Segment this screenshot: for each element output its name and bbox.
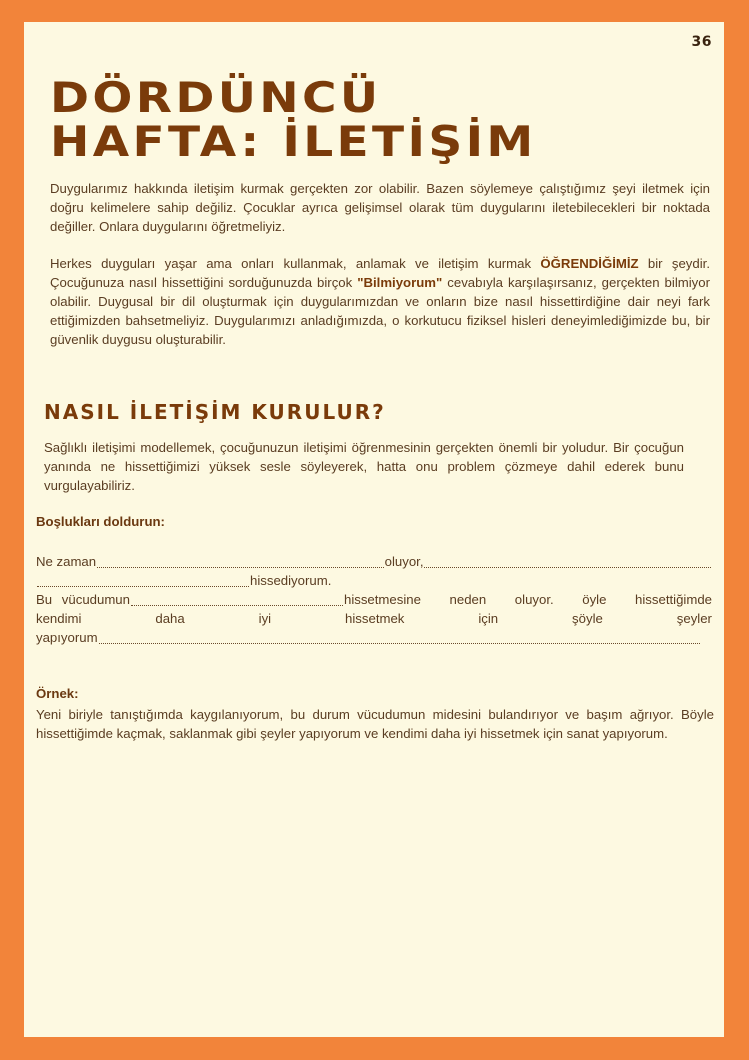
fill-line-4-word-6: şöyle — [572, 611, 603, 626]
fill-line-4 — [36, 609, 712, 628]
example-text: Yeni biriyle tanıştığımda kaygılanıyorum, bu durum vücudumun midesini bulandırıyor ve başım ağrıyor. Böyle hissettiğimde kaçmak, saklanmak gibi şeyler yapıyorum ve kendimi daha iyi hissetmek için sanat yapıyorum. — [36, 707, 714, 741]
example-label: Örnek: — [36, 686, 79, 701]
blank-field-1[interactable] — [97, 552, 384, 568]
section-heading: NASIL İLETİŞİM KURULUR? — [44, 400, 386, 424]
intro-p2-text-3: cevabıyla karşılaşırsanız, gerçekten bilmiyor olabilir. Duygusal bir dil oluşturmak için duygularımızdan ve onların bize nasıl hissettirdiğine dair neyi fark ettiğimizden bahsetmeliyiz. Duygularımızı anladığımızda, o korkutucu fiziksel hisleri deneyimlediğimizde bu, bir güvenlik duygusu oluşturabilir. — [50, 275, 710, 347]
title-line-1: DÖRDÜNCÜ — [50, 73, 382, 122]
intro-p2-text-2: bir şeydir. Çocuğunuza nasıl hissettiğini sorduğunuzda birçok — [50, 256, 710, 290]
fill-line-4-word-7: şeyler — [676, 611, 712, 626]
fill-line-4-word-4: hissetmek — [345, 611, 405, 626]
fill-line-3 — [36, 590, 712, 609]
fill-in-block — [36, 552, 712, 647]
fill-line-4-word-3: iyi — [258, 611, 272, 626]
fill-line-1-mid: oluyor, — [384, 554, 424, 569]
blank-field-4[interactable] — [131, 590, 343, 606]
intro-p2-bold-2: "Bilmiyorum" — [357, 275, 443, 290]
intro-p2-bold-1: ÖĞRENDİĞİMİZ — [540, 256, 639, 271]
fill-line-3-start: Bu vücudumun — [36, 592, 130, 607]
fill-line-5-start: yapıyorum — [36, 630, 98, 645]
worksheet-page — [24, 22, 724, 1037]
fill-line-4-word-2: daha — [155, 611, 185, 626]
fill-line-3-end: hissetmesine neden oluyor. öyle hissettiğimde — [343, 592, 712, 607]
title-line-2: HAFTA: İLETİŞİM — [50, 117, 537, 166]
section-paragraph: Sağlıklı iletişimi modellemek, çocuğunuzun iletişimi öğrenmesinin gerçekten önemli bir yoludur. Bir çocuğun yanında ne hissettiğimizi yüksek sesle söyleyerek, hatta onu problem çözmeye dahil ederek bunu vurgulayabiliriz. — [44, 440, 684, 493]
fill-line-1 — [36, 552, 712, 571]
intro-paragraph-1: Duygularımız hakkında iletişim kurmak gerçekten zor olabilir. Bazen söylemeye çalıştığımız şeyi iletmek için doğru kelimelere sahip değiliz. Çocuklar ayrıca gelişimsel olarak tüm duygularını iletebilecekleri bir noktada değiller. Onlara duygularını öğretmeliyiz. — [50, 181, 710, 234]
page-title — [50, 73, 749, 166]
fill-in-label: Boşlukları doldurun: — [36, 514, 165, 529]
blank-field-3[interactable] — [37, 571, 249, 587]
blank-field-2[interactable] — [424, 552, 711, 568]
fill-line-2-end: hissediyorum. — [250, 573, 332, 588]
blank-field-5[interactable] — [99, 628, 700, 644]
fill-line-4-word-5: için — [478, 611, 499, 626]
intro-p2-text-1: Herkes duyguları yaşar ama onları kullanmak, anlamak ve iletişim kurmak — [50, 256, 541, 271]
fill-line-1-start: Ne zaman — [36, 554, 97, 569]
fill-line-4-word-1: kendimi — [36, 611, 82, 626]
fill-line-2 — [36, 571, 712, 590]
page-number: 36 — [691, 34, 712, 50]
fill-line-5 — [36, 628, 712, 647]
intro-paragraph-2 — [50, 254, 710, 349]
